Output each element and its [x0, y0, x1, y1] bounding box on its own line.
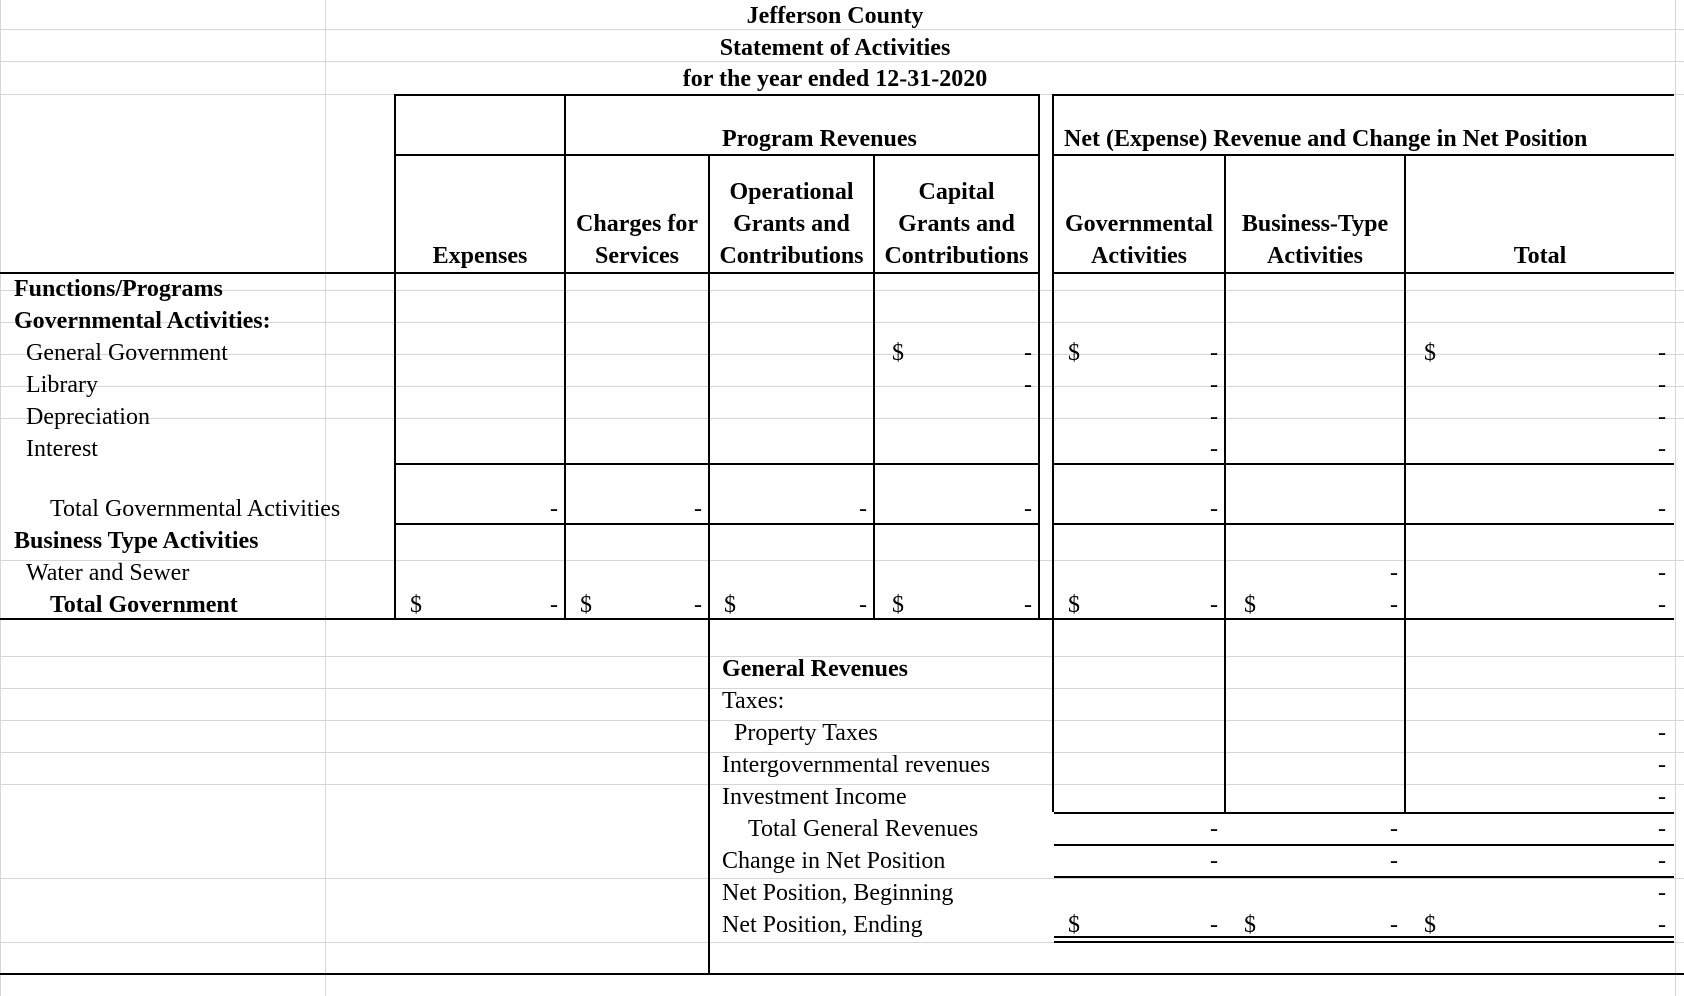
zero-value: -	[1024, 340, 1032, 366]
border	[394, 523, 1040, 525]
currency-symbol: $	[892, 592, 904, 618]
border	[394, 94, 396, 620]
zero-value: -	[1658, 340, 1666, 366]
depreciation-label: Depreciation	[26, 404, 150, 430]
zero-value: -	[550, 496, 558, 522]
border	[394, 94, 1040, 96]
program-revenues-header: Program Revenues	[722, 126, 917, 152]
zero-value: -	[1390, 560, 1398, 586]
total-governmental-label: Total Governmental Activities	[50, 496, 341, 522]
zero-value: -	[1658, 720, 1666, 746]
currency-symbol: $	[724, 592, 736, 618]
zero-value: -	[1210, 848, 1218, 874]
zero-value: -	[694, 496, 702, 522]
zero-value: -	[1210, 404, 1218, 430]
capital-header-line3: Contributions	[884, 243, 1029, 269]
zero-value: -	[1210, 372, 1218, 398]
currency-symbol: $	[1068, 592, 1080, 618]
zero-value: -	[1390, 592, 1398, 618]
zero-value: -	[1658, 784, 1666, 810]
zero-value: -	[1210, 340, 1218, 366]
zero-value: -	[1024, 496, 1032, 522]
total-general-revenues-label: Total General Revenues	[748, 816, 979, 842]
border	[708, 618, 710, 975]
total-header: Total	[1513, 243, 1567, 269]
border	[394, 154, 1040, 156]
zero-value: -	[1210, 436, 1218, 462]
operational-header-line1: Operational	[729, 179, 854, 205]
gridline	[0, 560, 1684, 561]
gridline	[0, 386, 1684, 387]
net-position-group-header: Net (Expense) Revenue and Change in Net Position	[1064, 126, 1588, 152]
gridline	[0, 418, 1684, 419]
border	[394, 463, 1040, 465]
zero-value: -	[1210, 496, 1218, 522]
capital-header-line1: Capital	[918, 179, 995, 205]
border	[1054, 523, 1674, 525]
library-label: Library	[26, 372, 98, 398]
business-type-label: Business Type Activities	[14, 528, 259, 554]
property-taxes-label: Property Taxes	[734, 720, 878, 746]
zero-value: -	[1658, 372, 1666, 398]
border	[1054, 94, 1674, 96]
zero-value: -	[1658, 496, 1666, 522]
currency-symbol: $	[1424, 912, 1436, 938]
water-sewer-label: Water and Sewer	[26, 560, 190, 586]
general-revenues-label: General Revenues	[722, 656, 908, 682]
zero-value: -	[1390, 816, 1398, 842]
charges-header-line1: Charges for	[576, 211, 698, 237]
general-government-label: General Government	[26, 340, 228, 366]
border	[1052, 94, 1054, 620]
currency-symbol: $	[1244, 912, 1256, 938]
zero-value: -	[1210, 912, 1218, 938]
border	[1054, 876, 1674, 878]
business-type-header-line1: Business-Type	[1241, 211, 1389, 237]
operational-header-line2: Grants and	[733, 211, 850, 237]
report-period: for the year ended 12-31-2020	[682, 66, 988, 92]
zero-value: -	[859, 592, 867, 618]
currency-symbol: $	[1424, 340, 1436, 366]
report-entity: Jefferson County	[746, 3, 924, 29]
zero-value: -	[1658, 752, 1666, 778]
currency-symbol: $	[580, 592, 592, 618]
total-government-label: Total Government	[50, 592, 238, 618]
capital-header-line2: Grants and	[898, 211, 1015, 237]
currency-symbol: $	[1068, 340, 1080, 366]
currency-symbol: $	[892, 340, 904, 366]
gridline	[0, 0, 1, 996]
zero-value: -	[1658, 848, 1666, 874]
border	[0, 973, 1684, 975]
border	[1404, 154, 1406, 620]
zero-value: -	[1024, 592, 1032, 618]
operational-header-line3: Contributions	[719, 243, 864, 269]
border	[1054, 941, 1674, 943]
intergovernmental-label: Intergovernmental revenues	[722, 752, 991, 778]
investment-income-label: Investment Income	[722, 784, 907, 810]
border	[1054, 154, 1674, 156]
change-net-position-label: Change in Net Position	[722, 848, 946, 874]
zero-value: -	[1658, 404, 1666, 430]
zero-value: -	[1210, 816, 1218, 842]
zero-value: -	[1658, 592, 1666, 618]
zero-value: -	[550, 592, 558, 618]
zero-value: -	[1024, 372, 1032, 398]
border	[1054, 812, 1674, 814]
gridline	[0, 688, 1684, 689]
currency-symbol: $	[410, 592, 422, 618]
currency-symbol: $	[1244, 592, 1256, 618]
net-position-beginning-label: Net Position, Beginning	[722, 880, 954, 906]
border	[1054, 272, 1674, 274]
border	[1038, 94, 1040, 620]
zero-value: -	[1390, 848, 1398, 874]
zero-value: -	[694, 592, 702, 618]
governmental-activities-label: Governmental Activities:	[14, 308, 271, 334]
zero-value: -	[1390, 912, 1398, 938]
zero-value: -	[859, 496, 867, 522]
net-position-ending-label: Net Position, Ending	[722, 912, 923, 938]
gridline	[1675, 0, 1676, 996]
border	[1054, 936, 1674, 938]
currency-symbol: $	[1068, 912, 1080, 938]
governmental-header-line2: Activities	[1091, 243, 1187, 269]
expenses-header: Expenses	[432, 243, 528, 269]
border	[1224, 618, 1226, 812]
zero-value: -	[1658, 816, 1666, 842]
zero-value: -	[1658, 436, 1666, 462]
charges-header-line2: Services	[595, 243, 679, 269]
interest-label: Interest	[26, 436, 98, 462]
governmental-header-line1: Governmental	[1065, 211, 1213, 237]
zero-value: -	[1658, 912, 1666, 938]
border	[1404, 618, 1406, 812]
border	[1052, 618, 1054, 812]
report-statement: Statement of Activities	[719, 35, 951, 61]
zero-value: -	[1658, 880, 1666, 906]
gridline	[0, 290, 1684, 291]
business-type-header-line2: Activities	[1267, 243, 1363, 269]
functions-programs-label: Functions/Programs	[14, 276, 223, 302]
zero-value: -	[1210, 592, 1218, 618]
border	[1054, 844, 1674, 846]
border	[564, 94, 566, 620]
border	[1054, 463, 1674, 465]
zero-value: -	[1658, 560, 1666, 586]
taxes-label: Taxes:	[722, 688, 785, 714]
